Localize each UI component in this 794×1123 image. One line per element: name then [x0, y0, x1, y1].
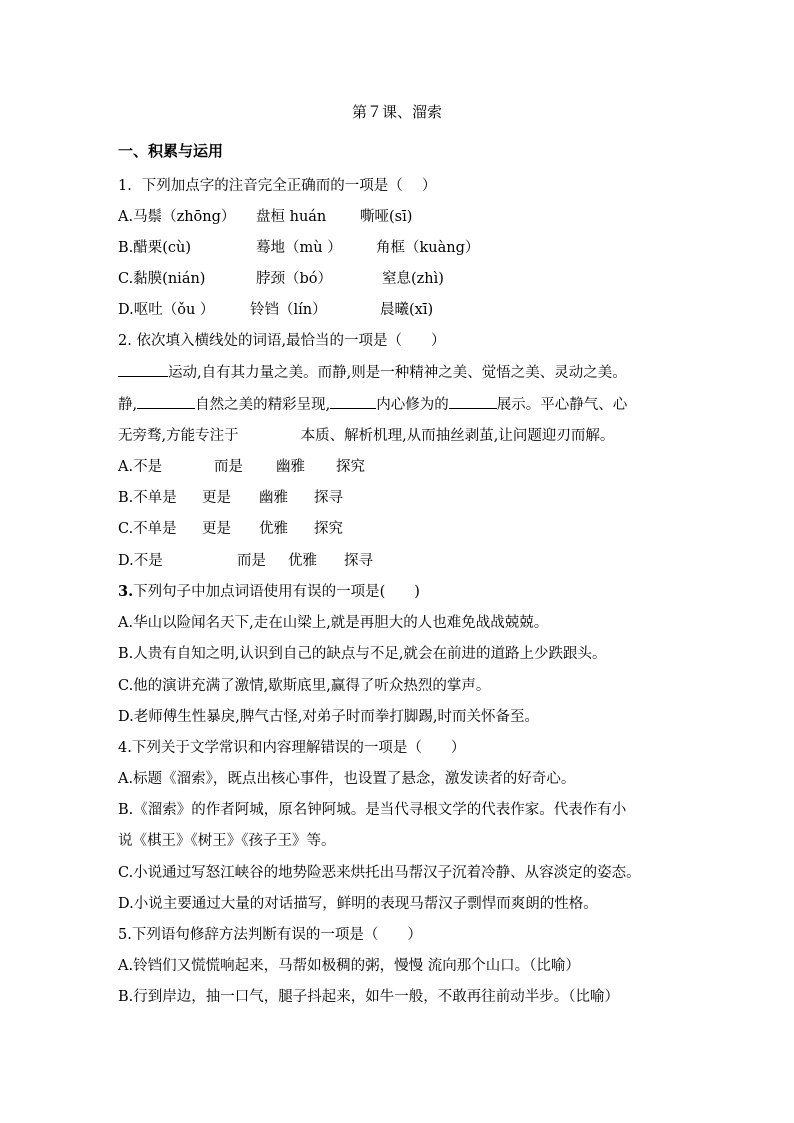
q2-a-2: 而是: [214, 459, 243, 475]
q1-option-d: [118, 299, 433, 321]
q3-option-d: D.老师傅生性暴戾,脾气古怪,对弟子时而拳打脚踢,时而关怀备至。: [118, 709, 540, 725]
q1-c-2: 脖颈（bó）: [256, 271, 333, 287]
q3-stem: [118, 581, 420, 603]
q4-option-d: D.小说主要通过大量的对话描写，鲜明的表现马帮汉子剽悍而爽朗的性格。: [118, 896, 598, 912]
q2-d-1: D.不是: [118, 553, 163, 569]
fill-blank-3: [330, 393, 376, 409]
q2-d-2: 而是: [237, 553, 266, 569]
q2-p2d: 展示。平心静气、心: [496, 397, 628, 413]
q2-passage-line3: [118, 425, 614, 447]
q2-stem: 2. 依次填入横线处的词语,最恰当的一项是（ ）: [118, 333, 446, 349]
q2-p3a: 无旁骛,方能专注于: [118, 428, 239, 444]
q2-p2b: 自然之美的精彩呈现,: [195, 397, 331, 413]
q1-stem: 1．下列加点字的注音完全正确而的一项是（ ）: [118, 178, 437, 194]
page-title: 第７课、溜索: [351, 103, 442, 121]
q2-d-3: 优雅: [288, 553, 317, 569]
q2-a-1: A.不是: [118, 459, 163, 475]
q2-b-2: 更是: [202, 490, 231, 506]
q1-b-1: B.醋栗(cù): [118, 240, 192, 256]
q3-number: 3.: [118, 583, 134, 600]
q2-d-4: 探寻: [344, 553, 373, 569]
q2-b-4: 探寻: [314, 490, 343, 506]
q2-b-1: B.不单是: [118, 490, 177, 506]
q2-option-b: [118, 487, 343, 509]
q2-p2a: 静,: [118, 397, 138, 413]
q2-p2c: 内心修为的: [376, 397, 449, 413]
q2-passage-line1: [118, 361, 627, 384]
q4-stem: 4.下列关于文学常识和内容理解错误的一项是（ ）: [118, 740, 466, 756]
section-heading: 一、积累与运用: [118, 142, 224, 160]
q2-b-3: 幽雅: [259, 490, 288, 506]
q1-c-1: C.黏膜(nián): [118, 271, 206, 287]
q3-option-c: C.他的演讲充满了激情,歇斯底里,赢得了听众热烈的掌声。: [118, 678, 491, 694]
q5-option-a: A.铃铛们又慌慌响起来，马帮如极稠的粥，慢慢 流向那个山口。（比喻）: [118, 958, 580, 974]
q1-option-c: [118, 268, 444, 290]
q2-option-a: [118, 456, 365, 478]
q1-a-1: A.马鬃（zhōng）: [118, 209, 236, 225]
q2-option-d: [118, 550, 373, 572]
q2-c-1: C.不单是: [118, 521, 177, 537]
fill-blank-2: [137, 393, 195, 409]
q2-p1: 运动,自有其力量之美。而静,则是一种精神之美、觉悟之美、灵动之美。: [168, 365, 627, 381]
q5-stem: 5.下列语句修辞方法判断有误的一项是（ ）: [118, 927, 422, 943]
q1-c-3: 窒息(zhì): [382, 271, 444, 287]
q2-c-2: 更是: [202, 521, 231, 537]
q2-option-c: [118, 518, 343, 540]
q1-d-2: 铃铛（lín）: [250, 302, 327, 318]
q2-c-3: 优雅: [259, 521, 288, 537]
q1-a-2: 盘桓 huán: [256, 209, 327, 225]
q4-option-a: A.标题《溜索》，既点出核心事件，也设置了悬念，激发读者的好奇心。: [118, 771, 576, 787]
q2-a-3: 幽雅: [276, 459, 305, 475]
fill-blank-1: [118, 361, 168, 377]
q4-option-b-line1: B.《溜索》的作者阿城，原名钟阿城。是当代寻根文学的代表作家。代表作有小: [118, 802, 627, 818]
q1-d-3: 晨曦(xī): [380, 302, 434, 318]
q2-c-4: 探究: [314, 521, 343, 537]
q5-option-b: B.行到岸边，抽一口气，腿子抖起来，如牛一般，不敢再往前动半步。（比喻）: [118, 989, 620, 1005]
q1-b-3: 角框（kuàng）: [376, 240, 480, 256]
q1-d-1: D.呕吐（ǒu ）: [118, 302, 215, 318]
q4-option-c: C.小说通过写怒江峡谷的地势险恶来烘托出马帮汉子沉着冷静、从容淡定的姿态。: [118, 865, 641, 881]
q2-a-4: 探究: [336, 459, 365, 475]
q2-p3b: 本质、解析机理,从而抽丝剥茧,让问题迎刃而解。: [300, 428, 615, 444]
q2-passage-line2: [118, 393, 627, 416]
q3-option-a: A.华山以险闻名天下,走在山梁上,就是再胆大的人也难免战战兢兢。: [118, 615, 549, 631]
q1-option-a: [118, 206, 412, 228]
q1-option-b: [118, 237, 479, 259]
q1-a-3: 嘶哑(sī): [360, 209, 413, 225]
q1-b-2: 蓦地（mù ）: [256, 240, 342, 256]
q4-option-b-line2: 说《棋王》《树王》《孩子王》等。: [118, 833, 336, 849]
q3-stem-text: 下列句子中加点词语使用有误的一项是( ): [133, 584, 420, 600]
q3-option-b: B.人贵有自知之明,认识到自己的缺点与不足,就会在前进的道路上少跌跟头。: [118, 646, 607, 662]
fill-blank-4: [449, 393, 497, 409]
